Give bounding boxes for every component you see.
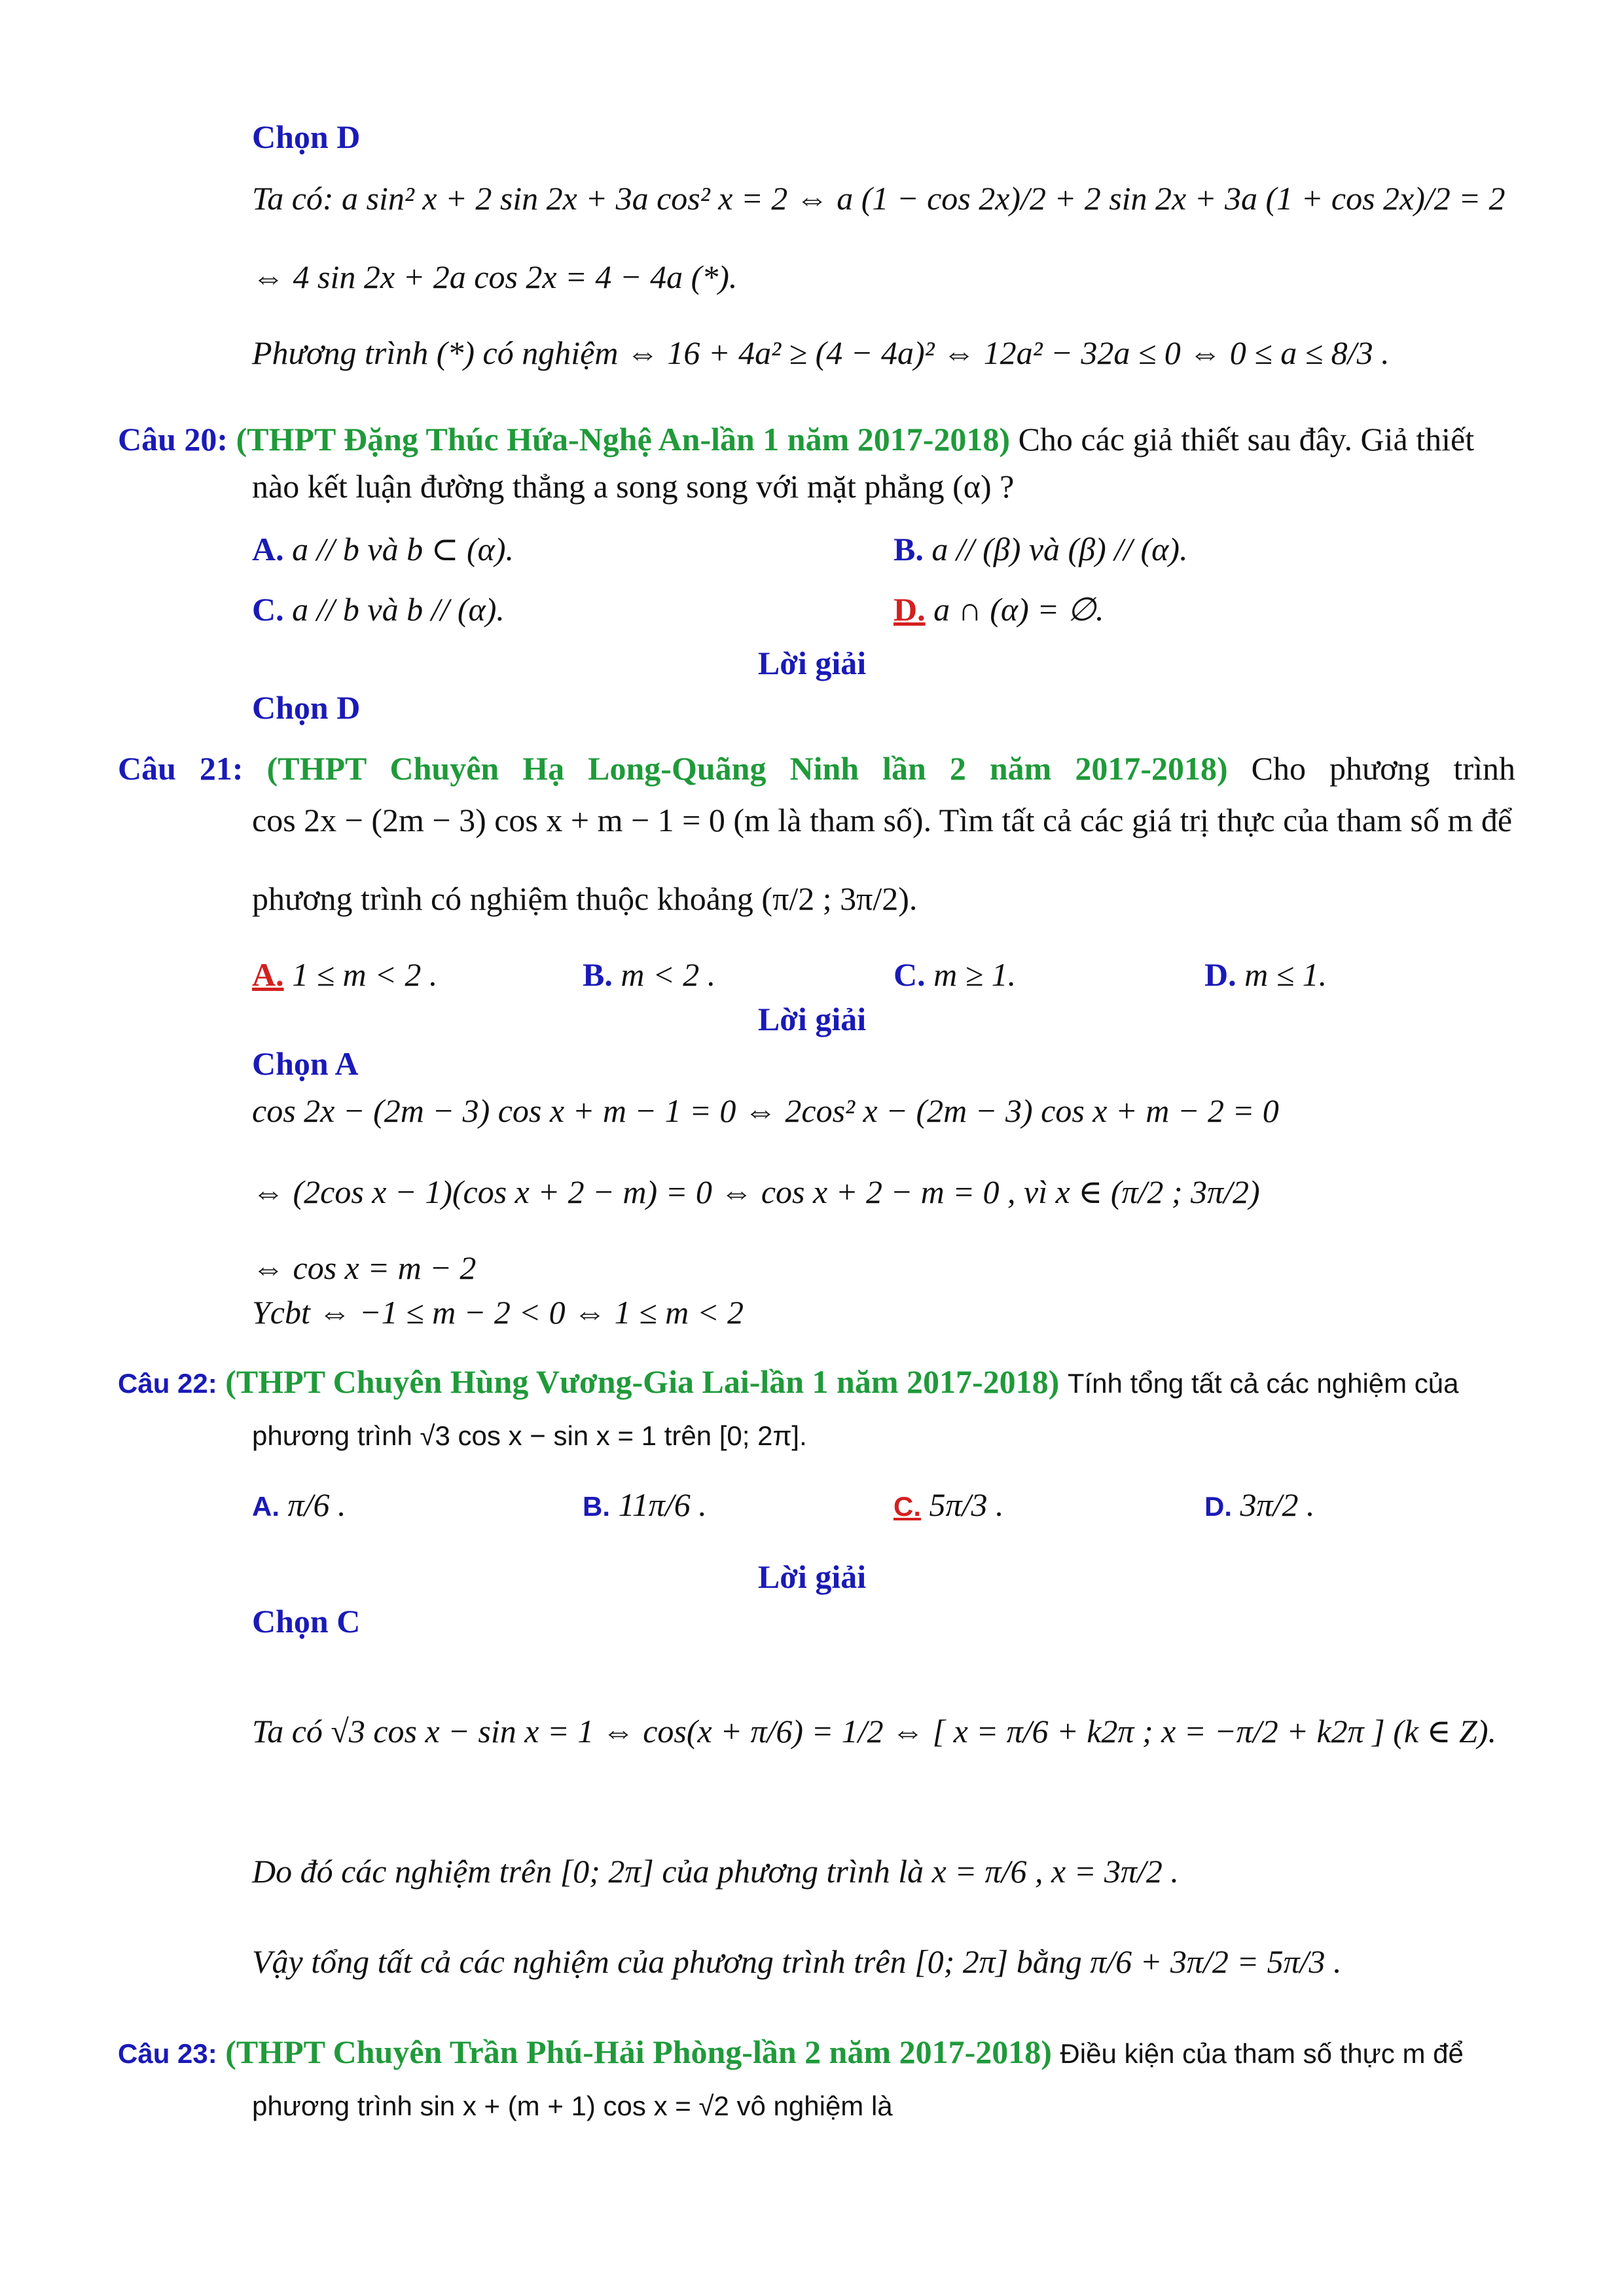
q20-choose: Chọn D <box>252 689 361 726</box>
q21-label: Câu 21: <box>118 750 244 787</box>
q22-option-b-text: 11π/6 . <box>618 1486 707 1523</box>
q20-option-d <box>893 589 1104 630</box>
q21-option-a-key: A. <box>252 956 284 993</box>
q23-source: (THPT Chuyên Trần Phú-Hải Phòng-lần 2 năm 2017-2018) <box>225 2034 1052 2070</box>
q21-text1: cos 2x − (2m − 3) cos x + m − 1 = 0 (m là tham số). Tìm tất cả các giá trị thực của tham số m để <box>252 802 1513 838</box>
q21-option-c-key: C. <box>893 956 926 993</box>
q21-option-d-text: m ≤ 1. <box>1244 956 1327 993</box>
q22-label: Câu 22: <box>118 1368 217 1399</box>
q22-source: (THPT Chuyên Hùng Vương-Gia Lai-lần 1 năm 2017-2018) <box>225 1363 1060 1400</box>
q20-source: (THPT Đặng Thúc Hứa-Nghệ An-lần 1 năm 2017-2018) <box>236 421 1011 457</box>
q20-option-a-key: A. <box>252 531 284 567</box>
q21-option-b <box>583 954 715 995</box>
q22-option-a-text: π/6 . <box>287 1486 346 1523</box>
q20-solution-heading: Lời giải <box>757 645 867 681</box>
q22-option-a-key: A. <box>252 1491 280 1522</box>
q21-option-a-text: 1 ≤ m < 2 . <box>292 956 438 993</box>
q21-source: (THPT Chuyên Hạ Long-Quãng Ninh lần 2 năm 2017-2018) <box>266 750 1228 787</box>
q21-choose: Chọn A <box>252 1045 359 1082</box>
q22-option-c-key: C. <box>893 1491 921 1522</box>
q22-option-b-key: B. <box>583 1491 610 1522</box>
q23-text2: phương trình sin x + (m + 1) cos x = √2 vô nghiệm là <box>252 2090 893 2121</box>
q20-option-a-text: a // b và b ⊂ (α). <box>292 531 514 567</box>
q21-step1: cos 2x − (2m − 3) cos x + m − 1 = 0 ⇔ 2cos² x − (2m − 3) cos x + m − 2 = 0 <box>252 1092 1279 1129</box>
q20-option-c <box>252 589 505 630</box>
q23-text1: Điều kiện của tham số thực m để <box>1060 2038 1464 2069</box>
q22-step2: Do đó các nghiệm trên [0; 2π] của phương trình là x = π/6 , x = 3π/2 . <box>252 1853 1179 1890</box>
q20-option-b-text: a // (β) và (β) // (α). <box>931 531 1188 567</box>
q22-option-a <box>252 1484 346 1527</box>
q19-line1: Ta có: a sin² x + 2 sin 2x + 3a cos² x = 2 ⇔ a (1 − cos 2x)/2 + 2 sin 2x + 3a (1 + cos 2x)/2 = 2 <box>252 180 1506 217</box>
q22-option-c <box>893 1484 1003 1527</box>
q22-header <box>118 1361 1459 1404</box>
q23-header <box>118 2032 1464 2074</box>
q22-option-c-text: 5π/3 . <box>929 1486 1004 1523</box>
q20-text1: Cho các giả thiết sau đây. Giả thiết <box>1018 421 1475 457</box>
q21-option-b-key: B. <box>583 956 613 993</box>
q19-line3: Phương trình (*) có nghiệm ⇔ 16 + 4a² ≥ (4 − 4a)² ⇔ 12a² − 32a ≤ 0 ⇔ 0 ≤ a ≤ 8/3 . <box>252 334 1390 371</box>
q21-text0: Cho phương trình <box>1251 750 1515 787</box>
q20-option-c-text: a // b và b // (α). <box>292 591 505 628</box>
q20-option-c-key: C. <box>252 591 284 628</box>
q20-option-a <box>252 529 514 569</box>
q21-option-d <box>1204 954 1327 995</box>
q20-header <box>118 419 1474 459</box>
q21-option-b-text: m < 2 . <box>621 956 716 993</box>
q22-choose: Chọn C <box>252 1603 361 1640</box>
q20-option-d-text: a ∩ (α) = ∅. <box>933 591 1104 628</box>
q23-label: Câu 23: <box>118 2038 217 2069</box>
q22-option-b <box>583 1484 707 1527</box>
q19-line2: ⇔ 4 sin 2x + 2a cos 2x = 4 − 4a (*). <box>252 259 738 295</box>
q21-step2: ⇔ (2cos x − 1)(cos x + 2 − m) = 0 ⇔ cos x + 2 − m = 0 , vì x ∈ (π/2 ; 3π/2) <box>252 1174 1260 1210</box>
q20-option-b <box>893 529 1188 569</box>
q21-header <box>118 748 1515 789</box>
q20-option-b-key: B. <box>893 531 924 567</box>
q21-option-c <box>893 954 1016 995</box>
q20-text2: nào kết luận đường thẳng a song song với mặt phẳng (α) ? <box>252 468 1015 505</box>
q22-option-d-text: 3π/2 . <box>1240 1486 1315 1523</box>
q21-option-a <box>252 954 437 995</box>
q20-option-d-key: D. <box>893 591 926 628</box>
q21-option-c-text: m ≥ 1. <box>933 956 1017 993</box>
q21-step4: Ycbt ⇔ −1 ≤ m − 2 < 0 ⇔ 1 ≤ m < 2 <box>252 1294 744 1331</box>
q20-label: Câu 20: <box>118 421 228 457</box>
q21-step3: ⇔ cos x = m − 2 <box>252 1249 477 1286</box>
q19-choose: Chọn D <box>252 118 361 155</box>
q21-solution-heading: Lời giải <box>757 1001 867 1037</box>
q21-text2: phương trình có nghiệm thuộc khoảng (π/2 ; 3π/2). <box>252 880 918 917</box>
q22-solution-heading: Lời giải <box>757 1558 867 1595</box>
q22-text1: Tính tổng tất cả các nghiệm của <box>1067 1368 1459 1399</box>
q22-option-d <box>1204 1484 1314 1527</box>
q22-option-d-key: D. <box>1204 1491 1232 1522</box>
q22-step1: Ta có √3 cos x − sin x = 1 ⇔ cos(x + π/6) = 1/2 ⇔ [ x = π/6 + k2π ; x = −π/2 + k2π ] (k ∈ Z). <box>252 1713 1497 1749</box>
q21-option-d-key: D. <box>1204 956 1236 993</box>
q22-text2: phương trình √3 cos x − sin x = 1 trên [0; 2π]. <box>252 1420 807 1451</box>
q22-step3: Vậy tổng tất cả các nghiệm của phương trình trên [0; 2π] bằng π/6 + 3π/2 = 5π/3 . <box>252 1943 1342 1980</box>
